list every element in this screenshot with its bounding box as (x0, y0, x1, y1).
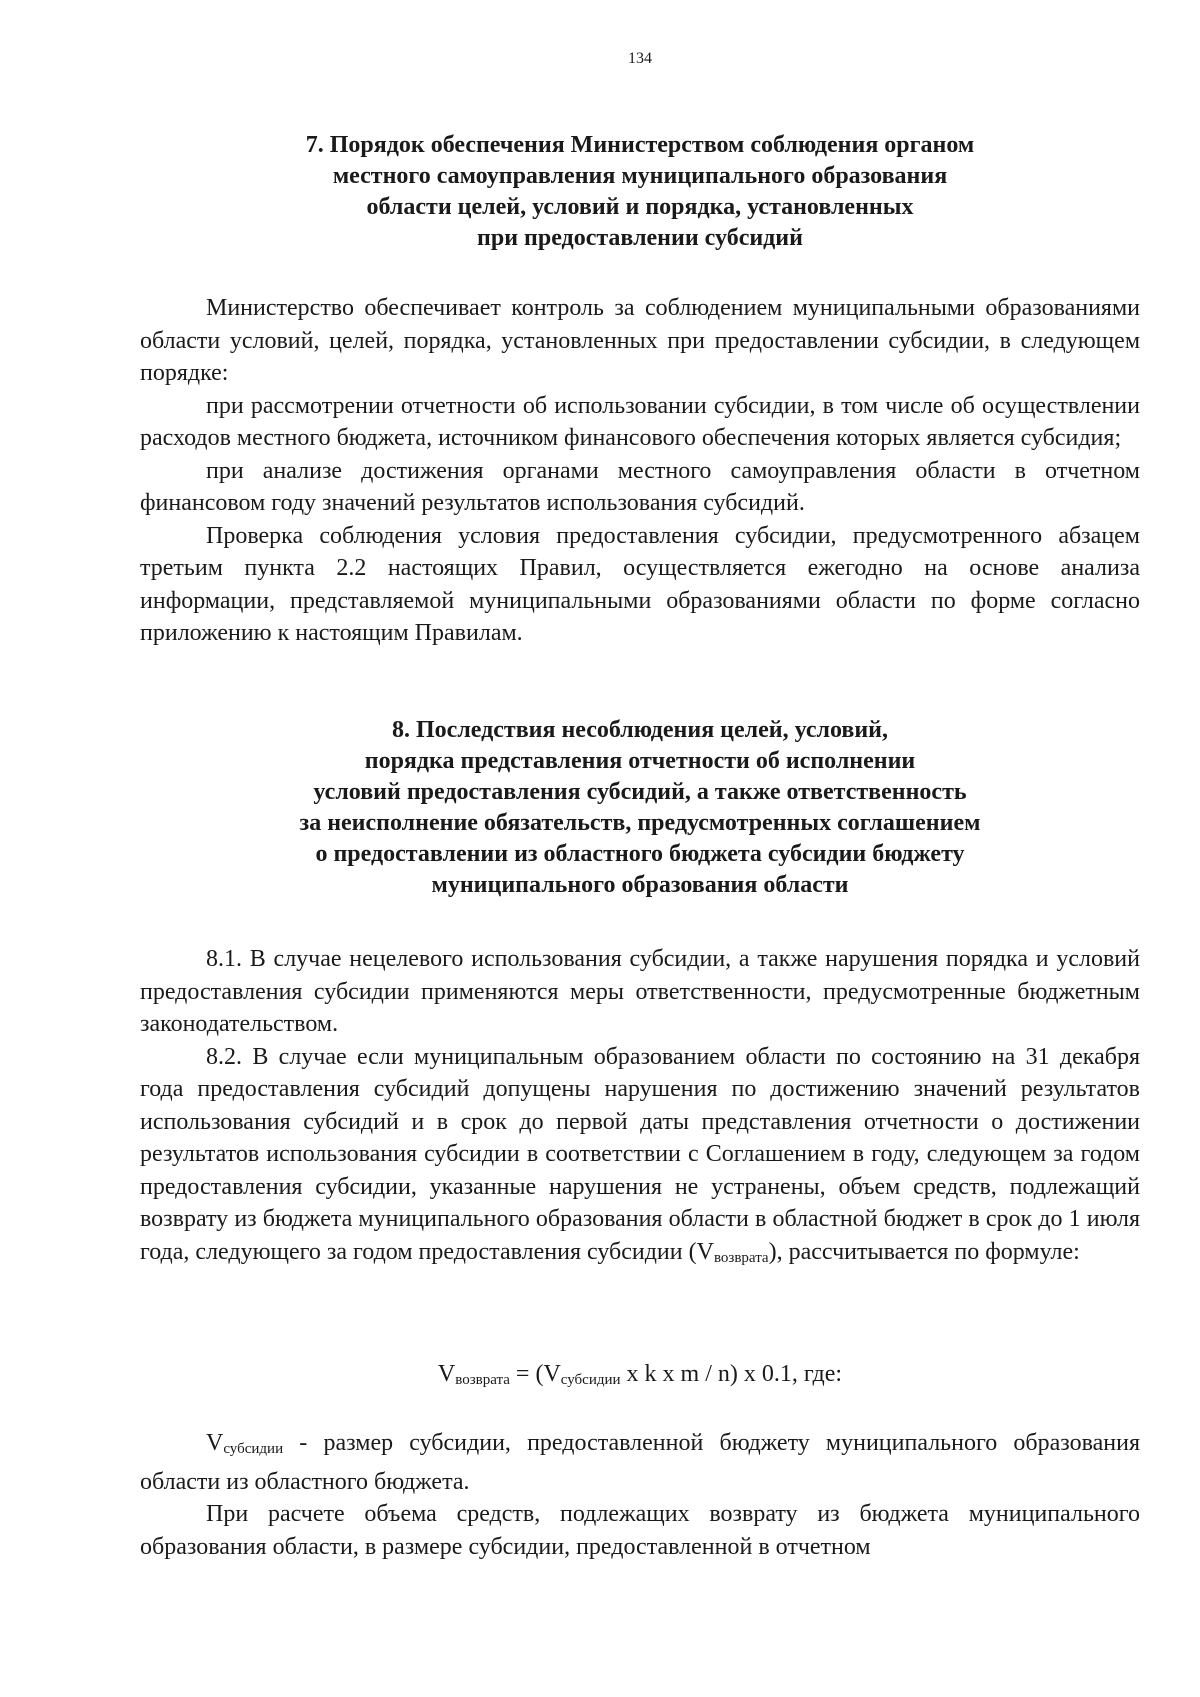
section-7-heading (140, 130, 1140, 254)
paragraph-8-1: 8.1. В случае нецелевого использования субсидии, а также нарушения порядка и условий предоставления субсидии применяются меры ответственности, предусмотренные бюджетным законодательством. (140, 946, 1140, 1037)
paragraph: при анализе достижения органами местного самоуправления области в отчетном финансовом году значений результатов использования субсидий. (140, 457, 1140, 516)
paragraph: Проверка соблюдения условия предоставления субсидии, предусмотренного абзацем третьим пункта 2.2 настоящих Правил, осуществляется ежегодно на основе анализа информации, представляемой муниципальными образованиями области по форме согласно приложению к настоящим Правилам. (140, 522, 1140, 646)
definitions (140, 1427, 1140, 1563)
heading-line: 7. Порядок обеспечения Министерством соблюдения органом (305, 132, 975, 158)
section-8-body (140, 943, 1140, 1274)
definition-text: - размер субсидии, предоставленной бюджету муниципального образования области из областного бюджета. (140, 1430, 1140, 1495)
formula-part: = (V (509, 1361, 561, 1387)
heading-line: условий предоставления субсидий, а также ответственность (313, 779, 967, 805)
formula-part: x k x m / n) x 0.1, где: (620, 1361, 843, 1387)
heading-line: области целей, условий и порядка, установленных (366, 194, 914, 220)
section-8-heading (140, 715, 1140, 901)
heading-line: муниципального образования области (431, 872, 849, 898)
paragraph: При расчете объема средств, подлежащих возврату из бюджета муниципального образования области, в размере субсидии, предоставленной в отчетном (140, 1501, 1140, 1560)
subscript: субсидии (223, 1441, 284, 1457)
heading-line: при предоставлении субсидий (477, 225, 803, 251)
subscript: возврата (455, 1372, 510, 1388)
page-number: 134 (628, 50, 652, 67)
paragraph: Министерство обеспечивает контроль за соблюдением муниципальными образованиями области условий, целей, порядка, установленных при предоставлении субсидии, в следующем порядке: (140, 295, 1140, 386)
subscript: возврата (713, 1249, 769, 1266)
heading-line: местного самоуправления муниципального образования (332, 163, 948, 189)
paragraph-8-2 (140, 1041, 1140, 1275)
heading-line: за неисполнение обязательств, предусмотренных соглашением (299, 810, 981, 836)
subscript: субсидии (560, 1372, 621, 1388)
paragraph-8-2-tail: ), рассчитывается по формуле: (768, 1238, 1080, 1265)
section-7-body (140, 292, 1140, 650)
paragraph: при рассмотрении отчетности об использовании субсидии, в том числе об осуществлении расходов местного бюджета, источником финансового обеспечения которых является субсидия; (140, 392, 1140, 451)
formula-var: V (437, 1361, 456, 1387)
heading-line: о предоставлении из областного бюджета субсидии бюджету (315, 841, 965, 867)
heading-line: порядка представления отчетности об исполнении (364, 748, 916, 774)
heading-line: 8. Последствия несоблюдения целей, условий, (392, 717, 888, 743)
definition-v-subsidy (140, 1427, 1140, 1498)
definition-var: V (206, 1430, 224, 1456)
document-page (140, 0, 1140, 1697)
formula (140, 1358, 1140, 1396)
paragraph-8-2-text: 8.2. В случае если муниципальным образованием области по состоянию на 31 декабря года предоставления субсидий допущены нарушения по достижению значений результатов использования субсидий и в срок до первой даты представления отчетности о достижении результатов использования субсидии в соответствии с Соглашением в году, следующем за годом предоставления субсидии, указанные нарушения не устранены, объем средств, подлежащий возврату из бюджета муниципального образования области в областной бюджет в срок до 1 июля года, следующего за годом предоставления субсидии (V (140, 1043, 1140, 1265)
